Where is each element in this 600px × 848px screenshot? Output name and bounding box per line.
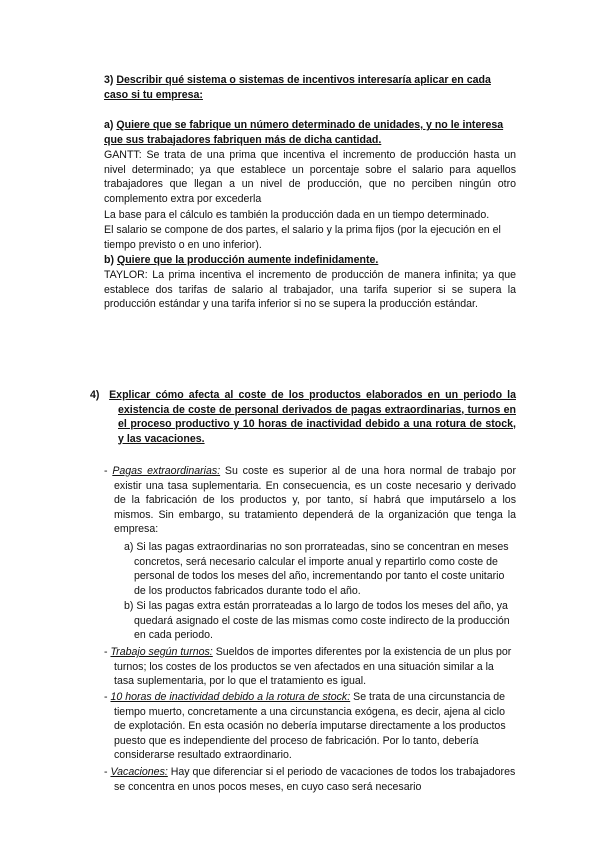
item-text: Se trata de una circunstancia de tiempo muerto, concretamente a una circunstancia exógena, es decir, ajena al ciclo de explotación. En esta ocasión no debería imputarse directamente a los productos puesto que es independiente del proceso de fabricación. Por lo tanto, debería considerarse resultado extraordinario. xyxy=(114,691,506,761)
gantt-base-paragraph xyxy=(104,208,516,223)
gantt-salary-paragraph xyxy=(104,223,516,252)
section-3b-label: b) xyxy=(104,254,114,266)
sub-item-b xyxy=(114,599,516,643)
section-3b-title: Quiere que la producción aumente indefinidamente. xyxy=(116,254,379,266)
section-3b-heading xyxy=(104,253,516,268)
item-text: Su coste es superior al de una hora normal de trabajo por existir una tasa suplementaria. En consecuencia, es un coste necesario y derivado de la fabricación de los productos y, por tanto, sí habrá que imputárselo a los mismos. Sin embargo, su tratamiento dependerá de la organización que tenga la empresa: xyxy=(114,465,516,535)
item-title: 10 horas de inactividad debido a la rotura de stock: xyxy=(110,691,351,703)
gantt-paragraph xyxy=(104,148,516,206)
taylor-text: TAYLOR: La prima incentiva el incremento de producción de manera infinita; ya que establece dos tarifas de salario al trabajador, una tarifa superior si se supera la producción estándar y una tarifa inferior si no se supera la producción estándar. xyxy=(104,269,516,310)
sub-item-a xyxy=(114,540,516,598)
item-title: Trabajo según turnos: xyxy=(110,646,213,658)
item-pagas-extraordinarias xyxy=(104,464,516,537)
item-title: Pagas extraordinarias: xyxy=(112,465,221,477)
section-4-heading: 4) Explicar cómo afecta al coste de los productos elaborados en un periodo la existencia de coste de personal derivados de pagas extraordinarias, turnos en el proceso productivo y 10 horas de inactividad debido a una rotura de stock, y las vacaciones. xyxy=(90,389,516,445)
item-text: Hay que diferenciar si el periodo de vacaciones de todos los trabajadores se concentra en unos pocos meses, en cuyo caso será necesario xyxy=(114,766,516,793)
taylor-paragraph xyxy=(104,268,516,312)
section-4-title: Explicar cómo afecta al coste de los productos elaborados en un periodo la existencia de coste de personal derivados de pagas extraordinarias, turnos en el proceso productivo y 10 horas de inactividad debido a una rotura de stock, y las vacaciones. xyxy=(109,389,516,445)
section-3a-heading xyxy=(104,118,514,147)
gantt-text-3: El salario se compone de dos partes, el salario y la prima fijos (por la ejecución en el tiempo previsto o en uno inferior). xyxy=(104,224,501,251)
gantt-text-2: La base para el cálculo es también la producción dada en un tiempo determinado. xyxy=(104,209,490,221)
section-3-number: 3) xyxy=(104,74,114,86)
item-inactividad xyxy=(104,690,516,763)
item-dash: - xyxy=(104,465,108,477)
item-dash: - xyxy=(104,766,108,778)
item-dash: - xyxy=(104,646,108,658)
item-vacaciones xyxy=(104,765,516,794)
gantt-text-1: GANTT: Se trata de una prima que incentiva el incremento de producción hasta un nivel determinado; ya que establece un porcentaje sobre el salario para aquellos trabajadores que llegan a un nivel de producción, que no perciben ningún otro complemento extra por excederla xyxy=(104,149,516,205)
section-3-heading xyxy=(104,73,504,102)
item-dash: - xyxy=(104,691,108,703)
item-trabajo-turnos xyxy=(104,645,516,689)
section-3a-title: Quiere que se fabrique un número determinado de unidades, y no le interesa que sus trabajadores fabriquen más de dicha cantidad. xyxy=(104,119,504,146)
section-3a-label: a) xyxy=(104,119,114,131)
sub-item-b-text: b) Si las pagas extra están prorrateadas a lo largo de todos los meses del año, ya quedará asignado el coste de las mismas como coste indirecto de la producción en cada periodo. xyxy=(124,600,510,641)
item-text: Sueldos de importes diferentes por la existencia de un plus por turnos; los costes de los productos se ven afectados en una situación similar a la tasa suplementaria, por lo que el tratamiento es igual. xyxy=(114,646,512,687)
section-3-title: Describir qué sistema o sistemas de incentivos interesaría aplicar en cada caso si tu empresa: xyxy=(104,74,491,101)
sub-item-a-text: a) Si las pagas extraordinarias no son prorrateadas, sino se concentran en meses concretos, será necesario calcular el importe anual y repartirlo como coste de personal de todos los meses del año, incrementando por tanto el coste unitario de los productos fabricados durante todo el año. xyxy=(124,541,509,597)
item-title: Vacaciones: xyxy=(110,766,168,778)
